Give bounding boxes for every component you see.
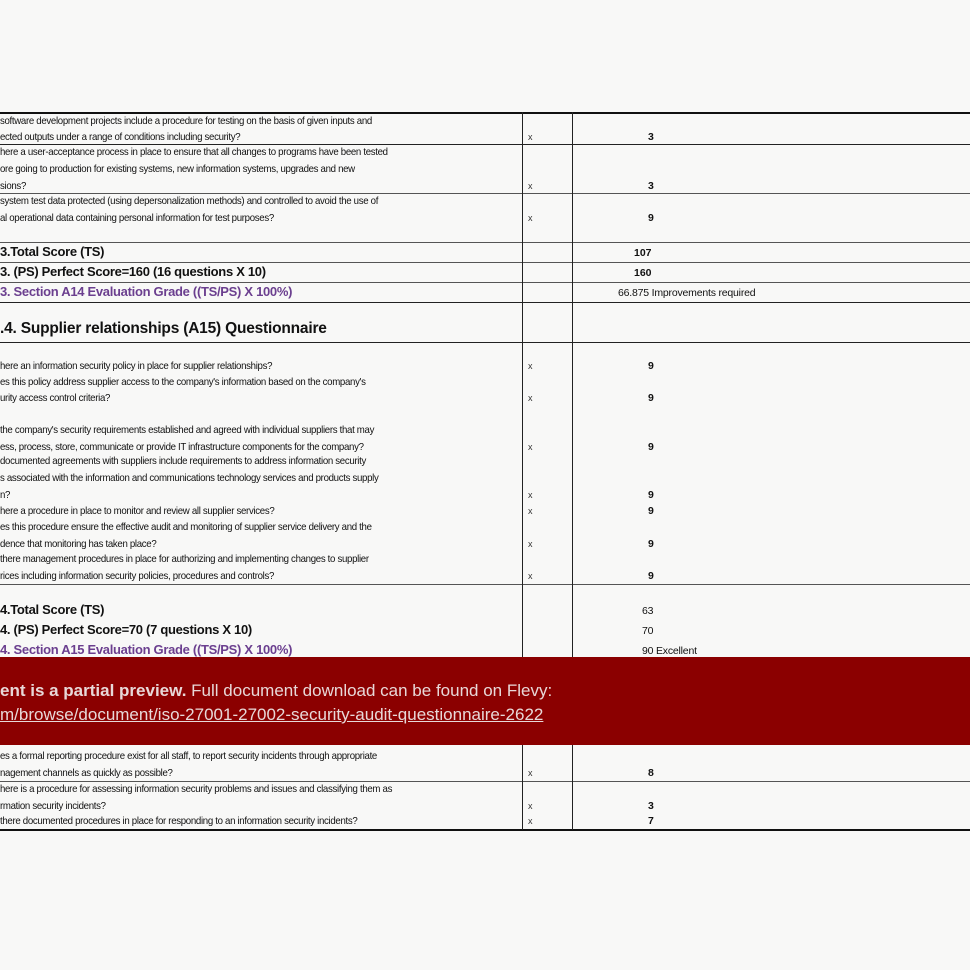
answer-mark: x [528, 801, 533, 811]
answer-mark: x [528, 490, 533, 500]
answer-mark: x [528, 181, 533, 191]
question-text: here a user-acceptance process in place to ensure that all changes to programs have been tested [0, 146, 388, 158]
question-text: ess, process, store, communicate or provide IT infrastructure components for the company? [0, 441, 364, 453]
preview-notice [0, 681, 552, 701]
evaluation-grade-value: 90 Excellent [642, 645, 697, 657]
answer-mark: x [528, 816, 533, 826]
score-value: 9 [648, 505, 654, 517]
answer-mark: x [528, 539, 533, 549]
score-value: 9 [648, 538, 654, 550]
score-value: 9 [648, 392, 654, 404]
table-rule [0, 781, 970, 782]
answer-mark: x [528, 442, 533, 452]
score-value: 3 [648, 800, 654, 812]
question-text: es this policy address supplier access to the company's information based on the company's [0, 376, 366, 388]
preview-notice-bold: ent is a partial preview. [0, 681, 187, 700]
question-text: ore going to production for existing systems, new information systems, upgrades and new [0, 163, 355, 175]
score-value: 7 [648, 815, 654, 827]
question-text: rmation security incidents? [0, 800, 106, 812]
perfect-score-value: 160 [634, 267, 652, 279]
table-rule [0, 262, 970, 263]
partial-preview-banner [0, 657, 970, 745]
answer-mark: x [528, 768, 533, 778]
perfect-score-label: 4. (PS) Perfect Score=70 (7 questions X 10) [0, 622, 252, 637]
answer-mark: x [528, 361, 533, 371]
question-text: the company's security requirements established and agreed with individual suppliers that may [0, 424, 375, 436]
flevy-document-link[interactable]: m/browse/document/iso-27001-27002-security-audit-questionnaire-2622 [0, 705, 544, 724]
question-text: s associated with the information and communications technology services and products supply [0, 472, 379, 484]
answer-mark: x [528, 132, 533, 142]
answer-mark: x [528, 393, 533, 403]
question-text: ected outputs under a range of conditions including security? [0, 131, 241, 143]
question-text: sions? [0, 180, 27, 192]
question-text: es this procedure ensure the effective audit and monitoring of supplier service delivery and the [0, 521, 372, 533]
score-value: 8 [648, 767, 654, 779]
perfect-score-value: 70 [642, 625, 654, 637]
evaluation-grade-label: 3. Section A14 Evaluation Grade ((TS/PS) X 100%) [0, 284, 293, 299]
score-value: 9 [648, 441, 654, 453]
answer-mark: x [528, 213, 533, 223]
question-text: urity access control criteria? [0, 392, 111, 404]
score-value: 3 [648, 180, 654, 192]
total-score-label: 4.Total Score (TS) [0, 602, 105, 617]
preview-notice-text: Full document download can be found on Flevy: [186, 681, 553, 700]
question-text: here a procedure in place to monitor and review all supplier services? [0, 505, 275, 517]
question-text: there management procedures in place for authorizing and implementing changes to supplier [0, 553, 369, 565]
table-rule [0, 144, 970, 145]
table-rule [0, 193, 970, 194]
table-rule [0, 829, 970, 831]
evaluation-grade-label: 4. Section A15 Evaluation Grade ((TS/PS) X 100%) [0, 642, 293, 657]
total-score-label: 3.Total Score (TS) [0, 244, 105, 259]
score-value: 9 [648, 570, 654, 582]
score-value: 9 [648, 360, 654, 372]
table-rule [0, 282, 970, 283]
section-heading: .4. Supplier relationships (A15) Questionnaire [0, 320, 327, 337]
question-text: rices including information security policies, procedures and controls? [0, 570, 275, 582]
question-text: software development projects include a procedure for testing on the basis of given inputs and [0, 115, 372, 127]
evaluation-grade-value: 66.875 Improvements required [618, 287, 756, 299]
total-score-value: 107 [634, 247, 652, 259]
answer-mark: x [528, 571, 533, 581]
question-text: here an information security policy in place for supplier relationships? [0, 360, 273, 372]
table-rule [0, 242, 970, 243]
question-text: dence that monitoring has taken place? [0, 538, 157, 550]
table-rule [0, 302, 970, 303]
question-text: system test data protected (using depersonalization methods) and controlled to avoid the use of [0, 195, 379, 207]
question-text: there documented procedures in place for responding to an information security incidents? [0, 815, 358, 827]
table-rule [0, 342, 970, 343]
score-value: 9 [648, 212, 654, 224]
question-text: al operational data containing personal information for test purposes? [0, 212, 274, 224]
total-score-value: 63 [642, 605, 654, 617]
table-rule [0, 584, 970, 585]
table-rule [0, 112, 970, 114]
question-text: es a formal reporting procedure exist for all staff, to report security incidents through appropriate [0, 750, 377, 762]
score-value: 9 [648, 489, 654, 501]
perfect-score-label: 3. (PS) Perfect Score=160 (16 questions X 10) [0, 264, 266, 279]
question-text: here is a procedure for assessing information security problems and issues and classifying them as [0, 783, 393, 795]
score-value: 3 [648, 131, 654, 143]
question-text: documented agreements with suppliers include requirements to address information security [0, 455, 367, 467]
answer-mark: x [528, 506, 533, 516]
question-text: nagement channels as quickly as possible? [0, 767, 173, 779]
question-text: n? [0, 489, 11, 501]
